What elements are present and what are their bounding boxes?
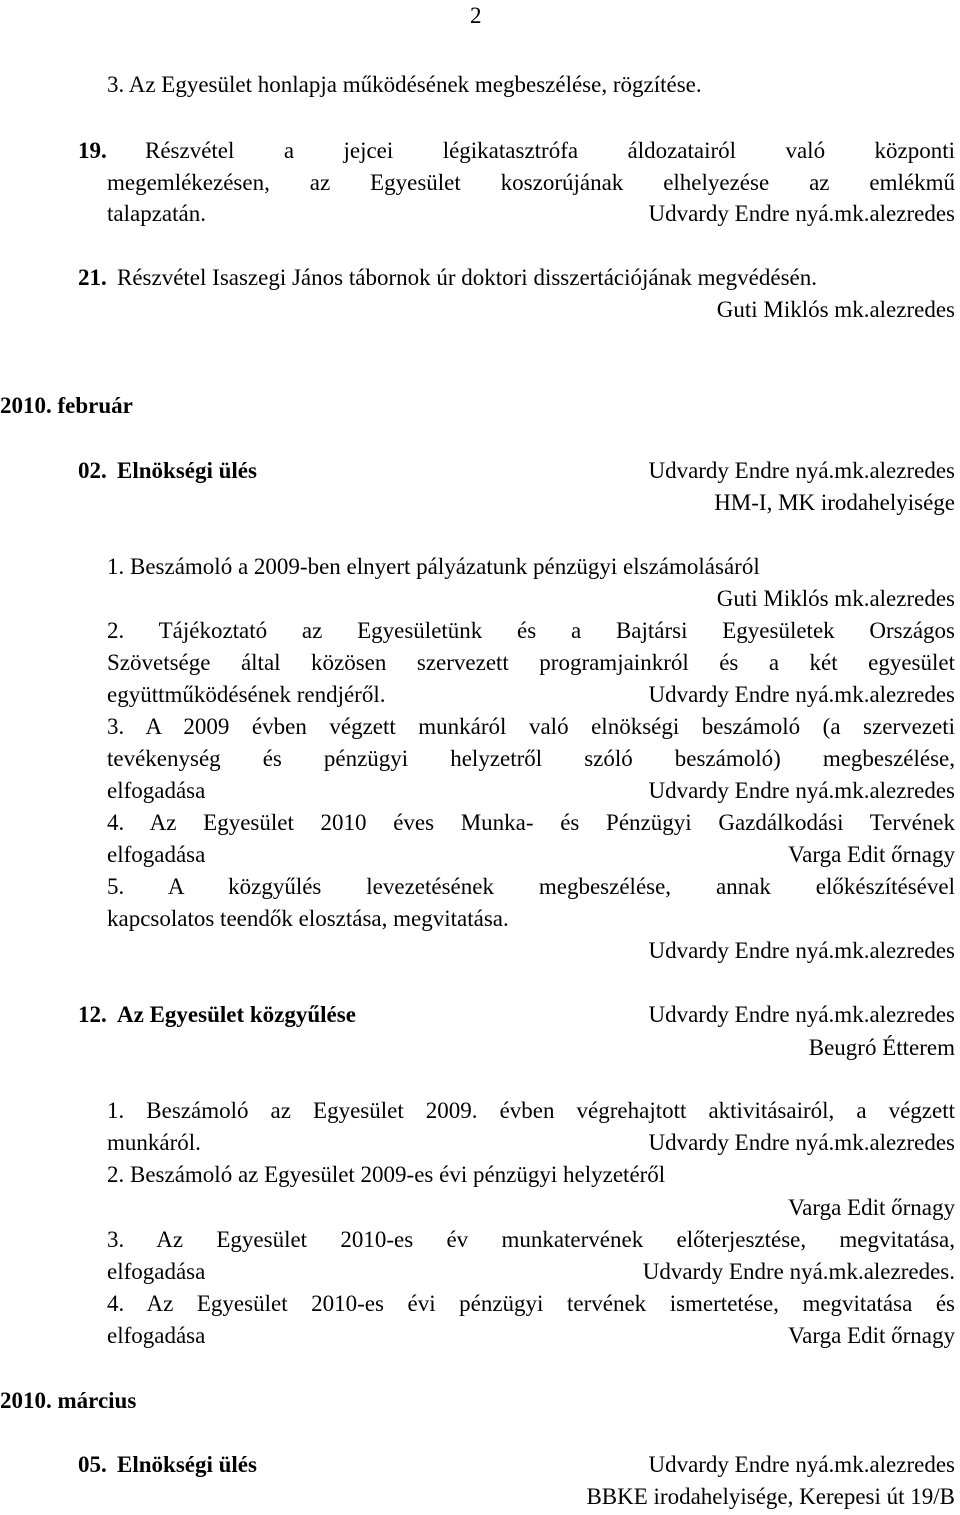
event-responsible: Udvardy Endre nyá.mk.alezredes: [648, 1002, 955, 1027]
agenda-line: elfogadása: [107, 842, 206, 867]
agenda-line: 3. A 2009 évben végzett munkáról való elnökségi beszámoló (a szervezeti: [107, 714, 955, 739]
event-location: Beugró Étterem: [808, 1035, 955, 1060]
agenda-line: elfogadása: [107, 1259, 206, 1284]
entry-text-line: Részvétel Isaszegi János tábornok úr doktori disszertációjának megvédésén.: [117, 265, 817, 290]
entry-responsible: Guti Miklós mk.alezredes: [716, 297, 955, 322]
event-title: Elnökségi ülés: [117, 1452, 257, 1477]
event-responsible: Udvardy Endre nyá.mk.alezredes: [648, 1452, 955, 1477]
event-number: 02.: [78, 458, 107, 483]
page-number: 2: [470, 3, 482, 28]
event-responsible: Udvardy Endre nyá.mk.alezredes: [648, 458, 955, 483]
agenda-line: 2. Tájékoztató az Egyesületünk és a Bajtársi Egyesületek Országos: [107, 618, 955, 643]
agenda-line: együttműködésének rendjéről.: [107, 682, 386, 707]
month-heading: 2010. február: [0, 393, 133, 418]
agenda-line: elfogadása: [107, 1323, 206, 1348]
event-number: 05.: [78, 1452, 107, 1477]
entry-responsible: Udvardy Endre nyá.mk.alezredes: [648, 201, 955, 226]
agenda-line: 3. Az Egyesület 2010-es év munkatervének előterjesztése, megvitatása,: [107, 1227, 955, 1252]
agenda-responsible: Guti Miklós mk.alezredes: [716, 586, 955, 611]
agenda-responsible: Varga Edit őrnagy: [788, 842, 955, 867]
event-title: Elnökségi ülés: [117, 458, 257, 483]
agenda-line: 1. Beszámoló a 2009-ben elnyert pályázatunk pénzügyi elszámolásáról: [107, 554, 760, 579]
agenda-item-3-previous: 3. Az Egyesület honlapja működésének megbeszélése, rögzítése.: [107, 72, 702, 97]
entry-number: 21.: [78, 265, 107, 290]
agenda-responsible: Varga Edit őrnagy: [788, 1323, 955, 1348]
event-location: BBKE irodahelyisége, Kerepesi út 19/B: [586, 1484, 955, 1509]
agenda-line: kapcsolatos teendők elosztása, megvitatása.: [107, 906, 509, 931]
month-heading: 2010. március: [0, 1388, 137, 1413]
agenda-line: munkáról.: [107, 1130, 201, 1155]
agenda-responsible: Udvardy Endre nyá.mk.alezredes: [648, 938, 955, 963]
agenda-responsible: Udvardy Endre nyá.mk.alezredes: [648, 1130, 955, 1155]
event-location: HM-I, MK irodahelyisége: [714, 490, 955, 515]
agenda-responsible: Udvardy Endre nyá.mk.alezredes: [648, 682, 955, 707]
agenda-line: 4. Az Egyesület 2010 éves Munka- és Pénzügyi Gazdálkodási Tervének: [107, 810, 955, 835]
entry-text-line: talapzatán.: [107, 201, 206, 226]
agenda-line: 2. Beszámoló az Egyesület 2009-es évi pénzügyi helyzetéről: [107, 1162, 666, 1187]
entry-number: 19.: [78, 138, 107, 163]
agenda-line: 1. Beszámoló az Egyesület 2009. évben végrehajtott aktivitásairól, a végzett: [107, 1098, 955, 1123]
agenda-responsible: Udvardy Endre nyá.mk.alezredes.: [642, 1259, 955, 1284]
entry-text-line: megemlékezésen, az Egyesület koszorújának elhelyezése az emlékmű: [107, 170, 955, 195]
agenda-line: tevékenység és pénzügyi helyzetről szóló beszámoló) megbeszélése,: [107, 746, 955, 771]
agenda-responsible: Varga Edit őrnagy: [788, 1195, 955, 1220]
entry-text-line: Részvétel a jejcei légikatasztrófa áldozatairól való központi: [145, 138, 955, 163]
agenda-line: 4. Az Egyesület 2010-es évi pénzügyi tervének ismertetése, megvitatása és: [107, 1291, 955, 1316]
event-title: Az Egyesület közgyűlése: [117, 1002, 356, 1027]
agenda-line: 5. A közgyűlés levezetésének megbeszélése, annak előkészítésével: [107, 874, 955, 899]
agenda-line: elfogadása: [107, 778, 206, 803]
event-number: 12.: [78, 1002, 107, 1027]
agenda-line: Szövetsége által közösen szervezett programjainkról és a két egyesület: [107, 650, 955, 675]
agenda-responsible: Udvardy Endre nyá.mk.alezredes: [648, 778, 955, 803]
